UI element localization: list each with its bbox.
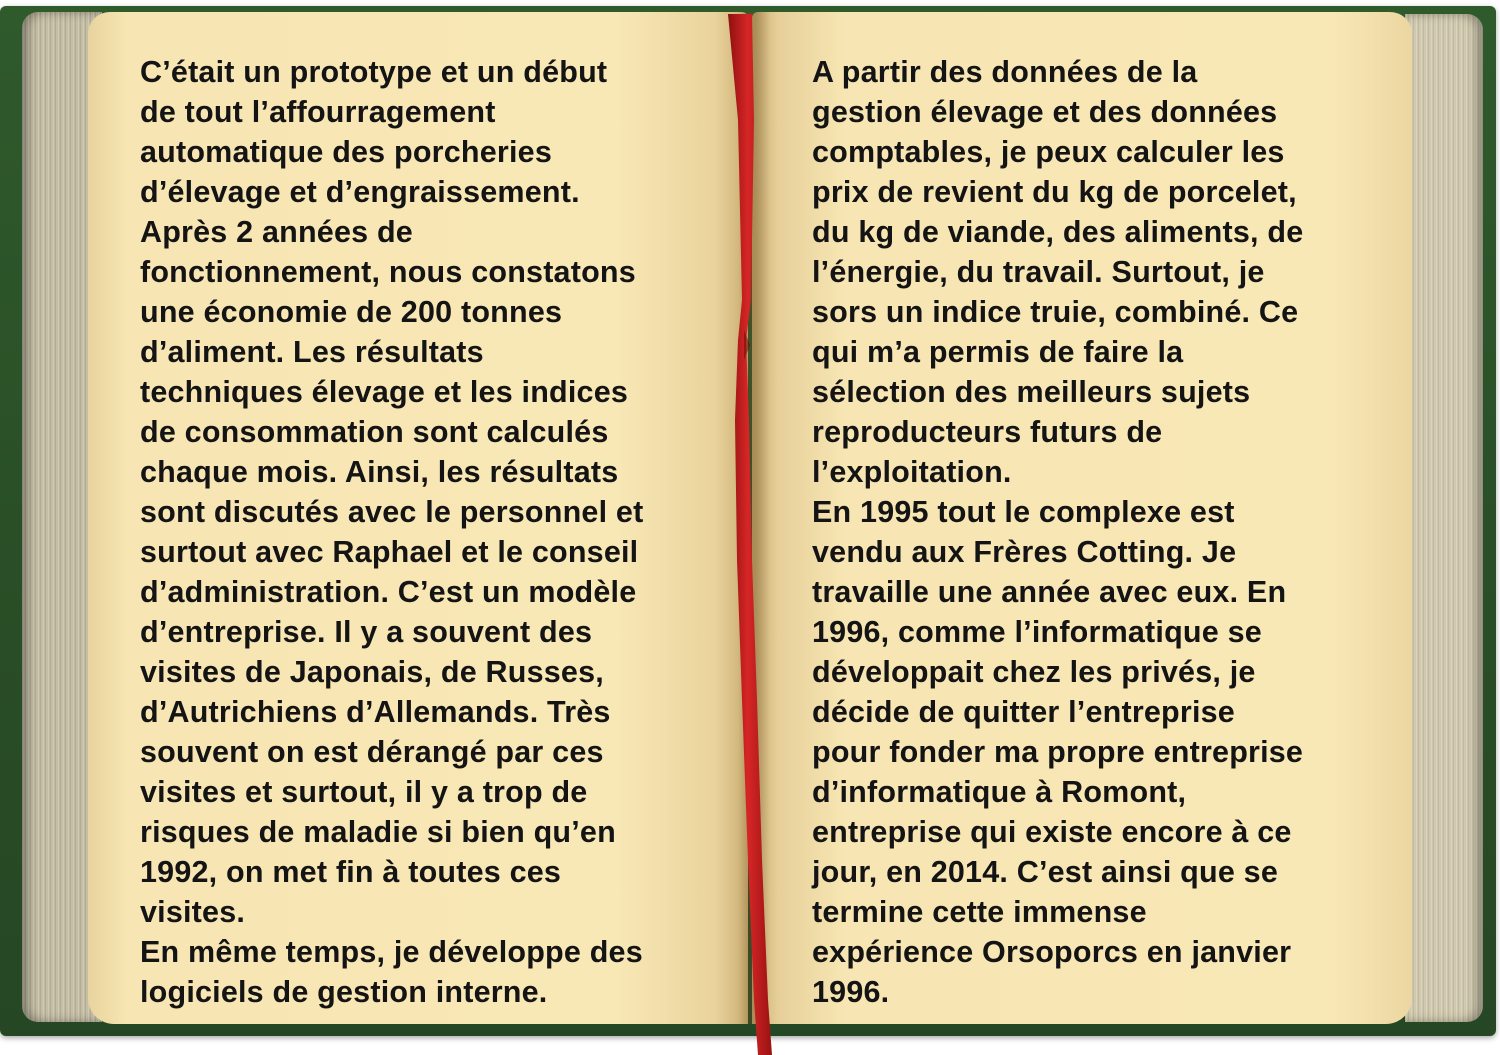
text-line: d’Autrichiens d’Allemands. Très xyxy=(140,695,611,729)
text-line: visites. xyxy=(140,895,246,929)
text-line: 1996. xyxy=(812,975,890,1009)
text-line: 1996, comme l’informatique se xyxy=(812,615,1262,649)
text-line: A partir des données de la xyxy=(812,55,1198,89)
text-line: sont discutés avec le personnel et xyxy=(140,495,644,529)
text-line: entreprise qui existe encore à ce xyxy=(812,815,1292,849)
text-line: travaille une année avec eux. En xyxy=(812,575,1287,609)
text-line: En 1995 tout le complexe est xyxy=(812,495,1235,529)
text-line: de tout l’affourragement xyxy=(140,95,496,129)
text-line: décide de quitter l’entreprise xyxy=(812,695,1235,729)
right-page-text xyxy=(812,52,1372,1012)
text-line: techniques élevage et les indices xyxy=(140,375,629,409)
text-line: fonctionnement, nous constatons xyxy=(140,255,636,289)
text-line: termine cette immense xyxy=(812,895,1147,929)
text-line: visites et surtout, il y a trop de xyxy=(140,775,588,809)
text-line: C’était un prototype et un début xyxy=(140,55,608,89)
text-line: expérience Orsoporcs en janvier xyxy=(812,935,1292,969)
text-line: chaque mois. Ainsi, les résultats xyxy=(140,455,619,489)
text-line: reproducteurs futurs de xyxy=(812,415,1163,449)
text-line: qui m’a permis de faire la xyxy=(812,335,1184,369)
text-line: 1992, on met fin à toutes ces xyxy=(140,855,562,889)
text-line: sélection des meilleurs sujets xyxy=(812,375,1251,409)
text-line: automatique des porcheries xyxy=(140,135,552,169)
text-line: sors un indice truie, combiné. Ce xyxy=(812,295,1299,329)
text-line: d’administration. C’est un modèle xyxy=(140,575,637,609)
text-line: l’énergie, du travail. Surtout, je xyxy=(812,255,1265,289)
text-line: risques de maladie si bien qu’en xyxy=(140,815,616,849)
text-line: une économie de 200 tonnes xyxy=(140,295,563,329)
text-line: du kg de viande, des aliments, de xyxy=(812,215,1304,249)
text-line: jour, en 2014. C’est ainsi que se xyxy=(812,855,1278,889)
text-line: comptables, je peux calculer les xyxy=(812,135,1285,169)
text-line: d’informatique à Romont, xyxy=(812,775,1187,809)
text-line: souvent on est dérangé par ces xyxy=(140,735,604,769)
text-line: En même temps, je développe des xyxy=(140,935,643,969)
text-line: d’élevage et d’engraissement. xyxy=(140,175,580,209)
text-line: gestion élevage et des données xyxy=(812,95,1278,129)
text-line: Après 2 années de xyxy=(140,215,413,249)
text-line: logiciels de gestion interne. xyxy=(140,975,548,1009)
text-line: surtout avec Raphael et le conseil xyxy=(140,535,639,569)
text-line: visites de Japonais, de Russes, xyxy=(140,655,604,689)
text-line: vendu aux Frères Cotting. Je xyxy=(812,535,1237,569)
text-line: prix de revient du kg de porcelet, xyxy=(812,175,1297,209)
left-page-text xyxy=(140,52,720,1012)
text-line: de consommation sont calculés xyxy=(140,415,609,449)
text-line: d’aliment. Les résultats xyxy=(140,335,484,369)
text-line: d’entreprise. Il y a souvent des xyxy=(140,615,593,649)
text-line: l’exploitation. xyxy=(812,455,1012,489)
text-line: développait chez les privés, je xyxy=(812,655,1256,689)
text-line: pour fonder ma propre entreprise xyxy=(812,735,1304,769)
